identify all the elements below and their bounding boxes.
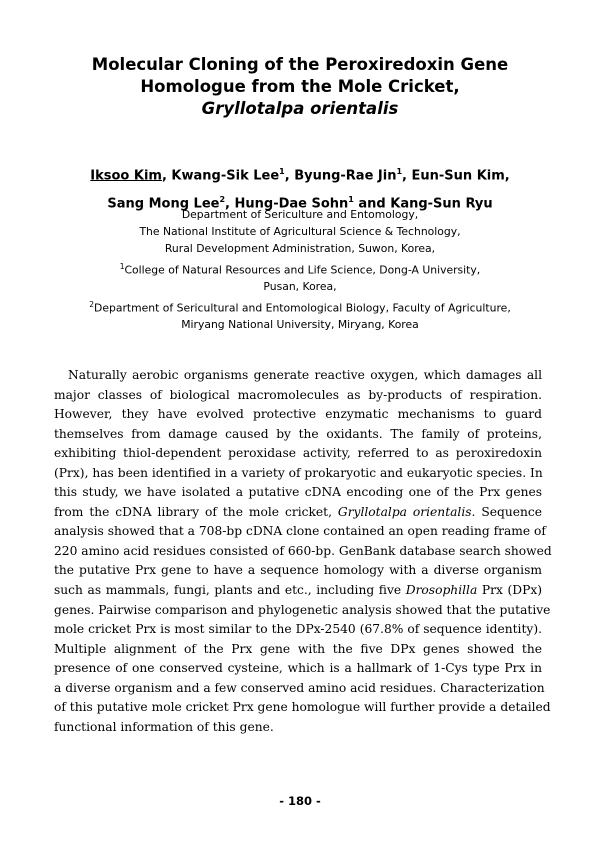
affiliation-marker: 2	[219, 195, 226, 205]
affiliation-line: Department of Sericulture and Entomology,	[181, 208, 419, 221]
author-name: , Eun-Sun Kim,	[402, 168, 510, 184]
affiliation-line: Pusan, Korea,	[263, 280, 337, 294]
abstract-text: . Sequence	[471, 504, 542, 519]
abstract-line: major classes of biological macromolecules as by-products of respiration.	[54, 387, 542, 402]
title-line-2: Homologue from the Mole Cricket,	[140, 77, 460, 96]
species-name: Gryllotalpa orientalis	[201, 99, 399, 118]
affiliation-marker: 2	[89, 299, 95, 309]
abstract-line: presence of one conserved cysteine, which is a hallmark of 1-Cys type Prx in	[54, 661, 542, 676]
abstract-text: from the cDNA library of the mole cricket,	[54, 504, 338, 519]
abstract-line: themselves from damage caused by the oxidants. The family of proteins,	[54, 426, 542, 441]
affiliation-marker: 1	[119, 261, 125, 271]
abstract-line: the putative Prx gene to have a sequence homology with a diverse organism	[54, 563, 542, 578]
species-name-inline: Gryllotalpa orientalis	[337, 504, 472, 519]
author-name: Sang Mong Lee	[107, 196, 220, 212]
author-name: , Hung-Dae Sohn	[225, 196, 349, 212]
abstract-line: genes. Pairwise comparison and phylogenetic analysis showed that the putative	[54, 602, 551, 617]
abstract-line: 220 amino acid residues consisted of 660-bp. GenBank database search showed	[54, 543, 552, 558]
page-number: - 180 -	[279, 794, 321, 808]
author-name: , Kwang-Sik Lee	[161, 168, 280, 184]
abstract-line: this study, we have isolated a putative cDNA encoding one of the Prx genes	[54, 485, 542, 500]
abstract-line: However, they have evolved protective enzymatic mechanisms to guard	[54, 407, 542, 422]
abstract-line	[54, 503, 542, 523]
abstract-line: of this putative mole cricket Prx gene homologue will further provide a detailed	[54, 700, 551, 715]
affiliation-line: Rural Development Administration, Suwon, Korea,	[164, 242, 436, 256]
abstract-line: (Prx), has been identified in a variety of prokaryotic and eukaryotic species. In	[54, 465, 543, 480]
title-line-3	[40, 98, 560, 120]
abstract-line: Naturally aerobic organisms generate reactive oxygen, which damages all	[68, 368, 542, 382]
first-author: Iksoo Kim	[90, 168, 162, 184]
abstract-line: mole cricket Prx is most similar to the DPx-2540 (67.8% of sequence identity).	[54, 622, 542, 637]
author-name: and Kang-Sun Ryu	[353, 196, 493, 212]
affiliations	[40, 206, 560, 334]
abstract-line: exhibiting thiol-dependent peroxidase activity, referred to as peroxiredoxin	[54, 446, 542, 461]
title-line-1: Molecular Cloning of the Peroxiredoxin Gene	[91, 55, 509, 74]
abstract-line: Multiple alignment of the Prx gene with the five DPx genes showed the	[54, 641, 542, 656]
abstract-text: such as mammals, fungi, plants and etc., including five	[54, 583, 406, 598]
abstract-body	[54, 366, 552, 737]
abstract-line: a diverse organism and a few conserved amino acid residues. Characterization	[54, 680, 545, 695]
affiliation-line: The National Institute of Agricultural Science & Technology,	[139, 225, 461, 239]
affiliation-text: Department of Sericultural and Entomological Biology, Faculty of Agriculture,	[94, 301, 511, 315]
affiliation-line: Miryang National University, Miryang, Korea	[181, 318, 419, 332]
author-line-1	[40, 160, 560, 188]
affiliation-marker: 1	[396, 167, 403, 176]
affiliation-marker: 1	[348, 195, 354, 205]
affiliation-line	[40, 296, 560, 317]
abstract-line	[54, 581, 542, 601]
paper-title	[40, 54, 560, 120]
affiliation-line	[40, 258, 560, 279]
abstract-line: functional information of this gene.	[54, 719, 274, 734]
abstract-line: analysis showed that a 708-bp cDNA clone contained an open reading frame of	[54, 524, 546, 539]
genus-name-inline: Drosophilla	[405, 583, 478, 598]
affiliation-marker: 1	[279, 167, 285, 176]
abstract-text: Prx (DPx)	[477, 583, 543, 598]
author-name: , Byung-Rae Jin	[284, 168, 397, 184]
affiliation-text: College of Natural Resources and Life Science, Dong-A University,	[124, 263, 481, 277]
